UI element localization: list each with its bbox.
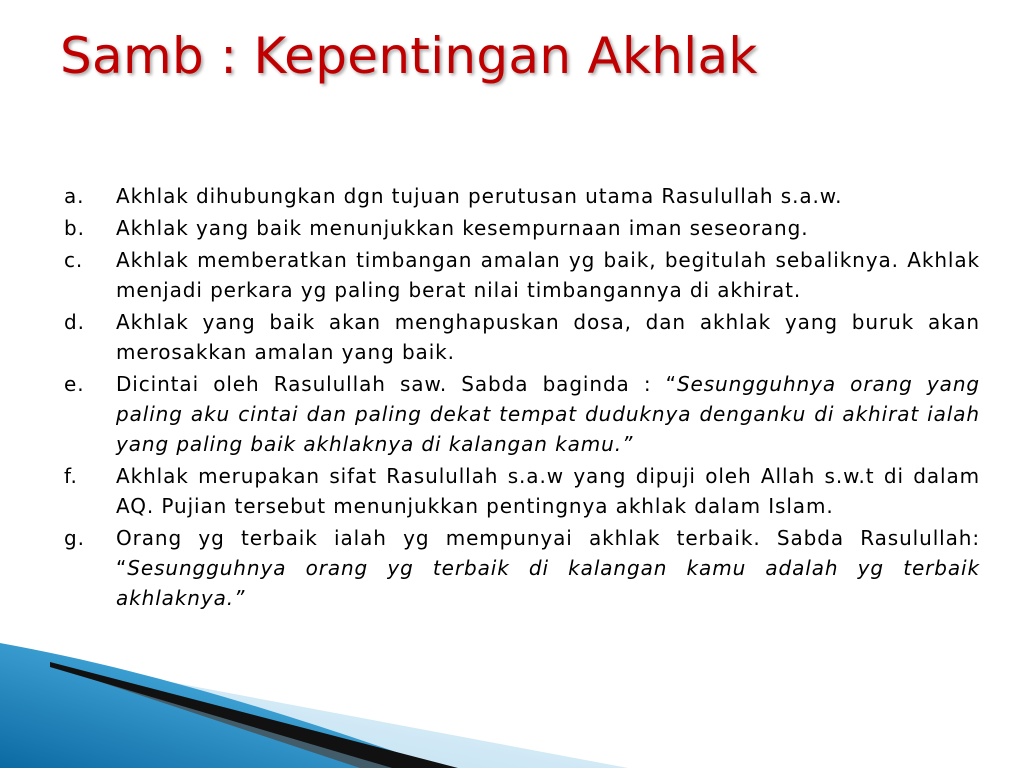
list-marker: e. (64, 372, 85, 396)
list-marker: b. (64, 216, 85, 240)
quote-text: Sesungguhnya orang yang paling aku cintai dan paling dekat tempat duduknya denganku di akhirat ialah yang paling baik akhlaknya di kalangan kamu.” (116, 372, 980, 456)
list-item-text (116, 181, 980, 211)
list-item (64, 181, 980, 211)
list-item (64, 461, 980, 521)
item-text: Akhlak dihubungkan dgn tujuan perutusan utama Rasulullah s.a.w. (116, 184, 843, 208)
list-item (64, 523, 980, 613)
list-marker: a. (64, 184, 85, 208)
list-item (64, 245, 980, 305)
content-list (64, 181, 980, 615)
list-marker: c. (64, 248, 84, 272)
list-item-text (116, 213, 980, 243)
item-text: Dicintai oleh Rasulullah saw. Sabda baginda : “ (116, 372, 677, 396)
list-item-text (116, 523, 980, 613)
list-item-text (116, 461, 980, 521)
list-item (64, 307, 980, 367)
list-marker: d. (64, 310, 85, 334)
list-marker: g. (64, 526, 85, 550)
list-item-text (116, 369, 980, 459)
item-text: Orang yg terbaik ialah yg mempunyai akhlak terbaik. Sabda Rasulullah: “ (116, 526, 980, 580)
quote-text: Sesungguhnya orang yg terbaik di kalangan kamu adalah yg terbaik akhlaknya.” (116, 556, 980, 610)
list-item (64, 369, 980, 459)
list-marker: f. (64, 464, 78, 488)
item-text: Akhlak yang baik menunjukkan kesempurnaan iman seseorang. (116, 216, 809, 240)
item-text: Akhlak yang baik akan menghapuskan dosa, dan akhlak yang buruk akan merosakkan amalan yang baik. (116, 310, 980, 364)
item-text: Akhlak merupakan sifat Rasulullah s.a.w yang dipuji oleh Allah s.w.t di dalam AQ. Pujian tersebut menunjukkan pentingnya akhlak dalam Islam. (116, 464, 980, 518)
list-item (64, 213, 980, 243)
item-text: Akhlak memberatkan timbangan amalan yg baik, begitulah sebaliknya. Akhlak menjadi perkara yg paling berat nilai timbangannya di akhirat. (116, 248, 980, 302)
list-item-text (116, 307, 980, 367)
slide-title: Samb : Kepentingan Akhlak (60, 27, 758, 85)
list-item-text (116, 245, 980, 305)
